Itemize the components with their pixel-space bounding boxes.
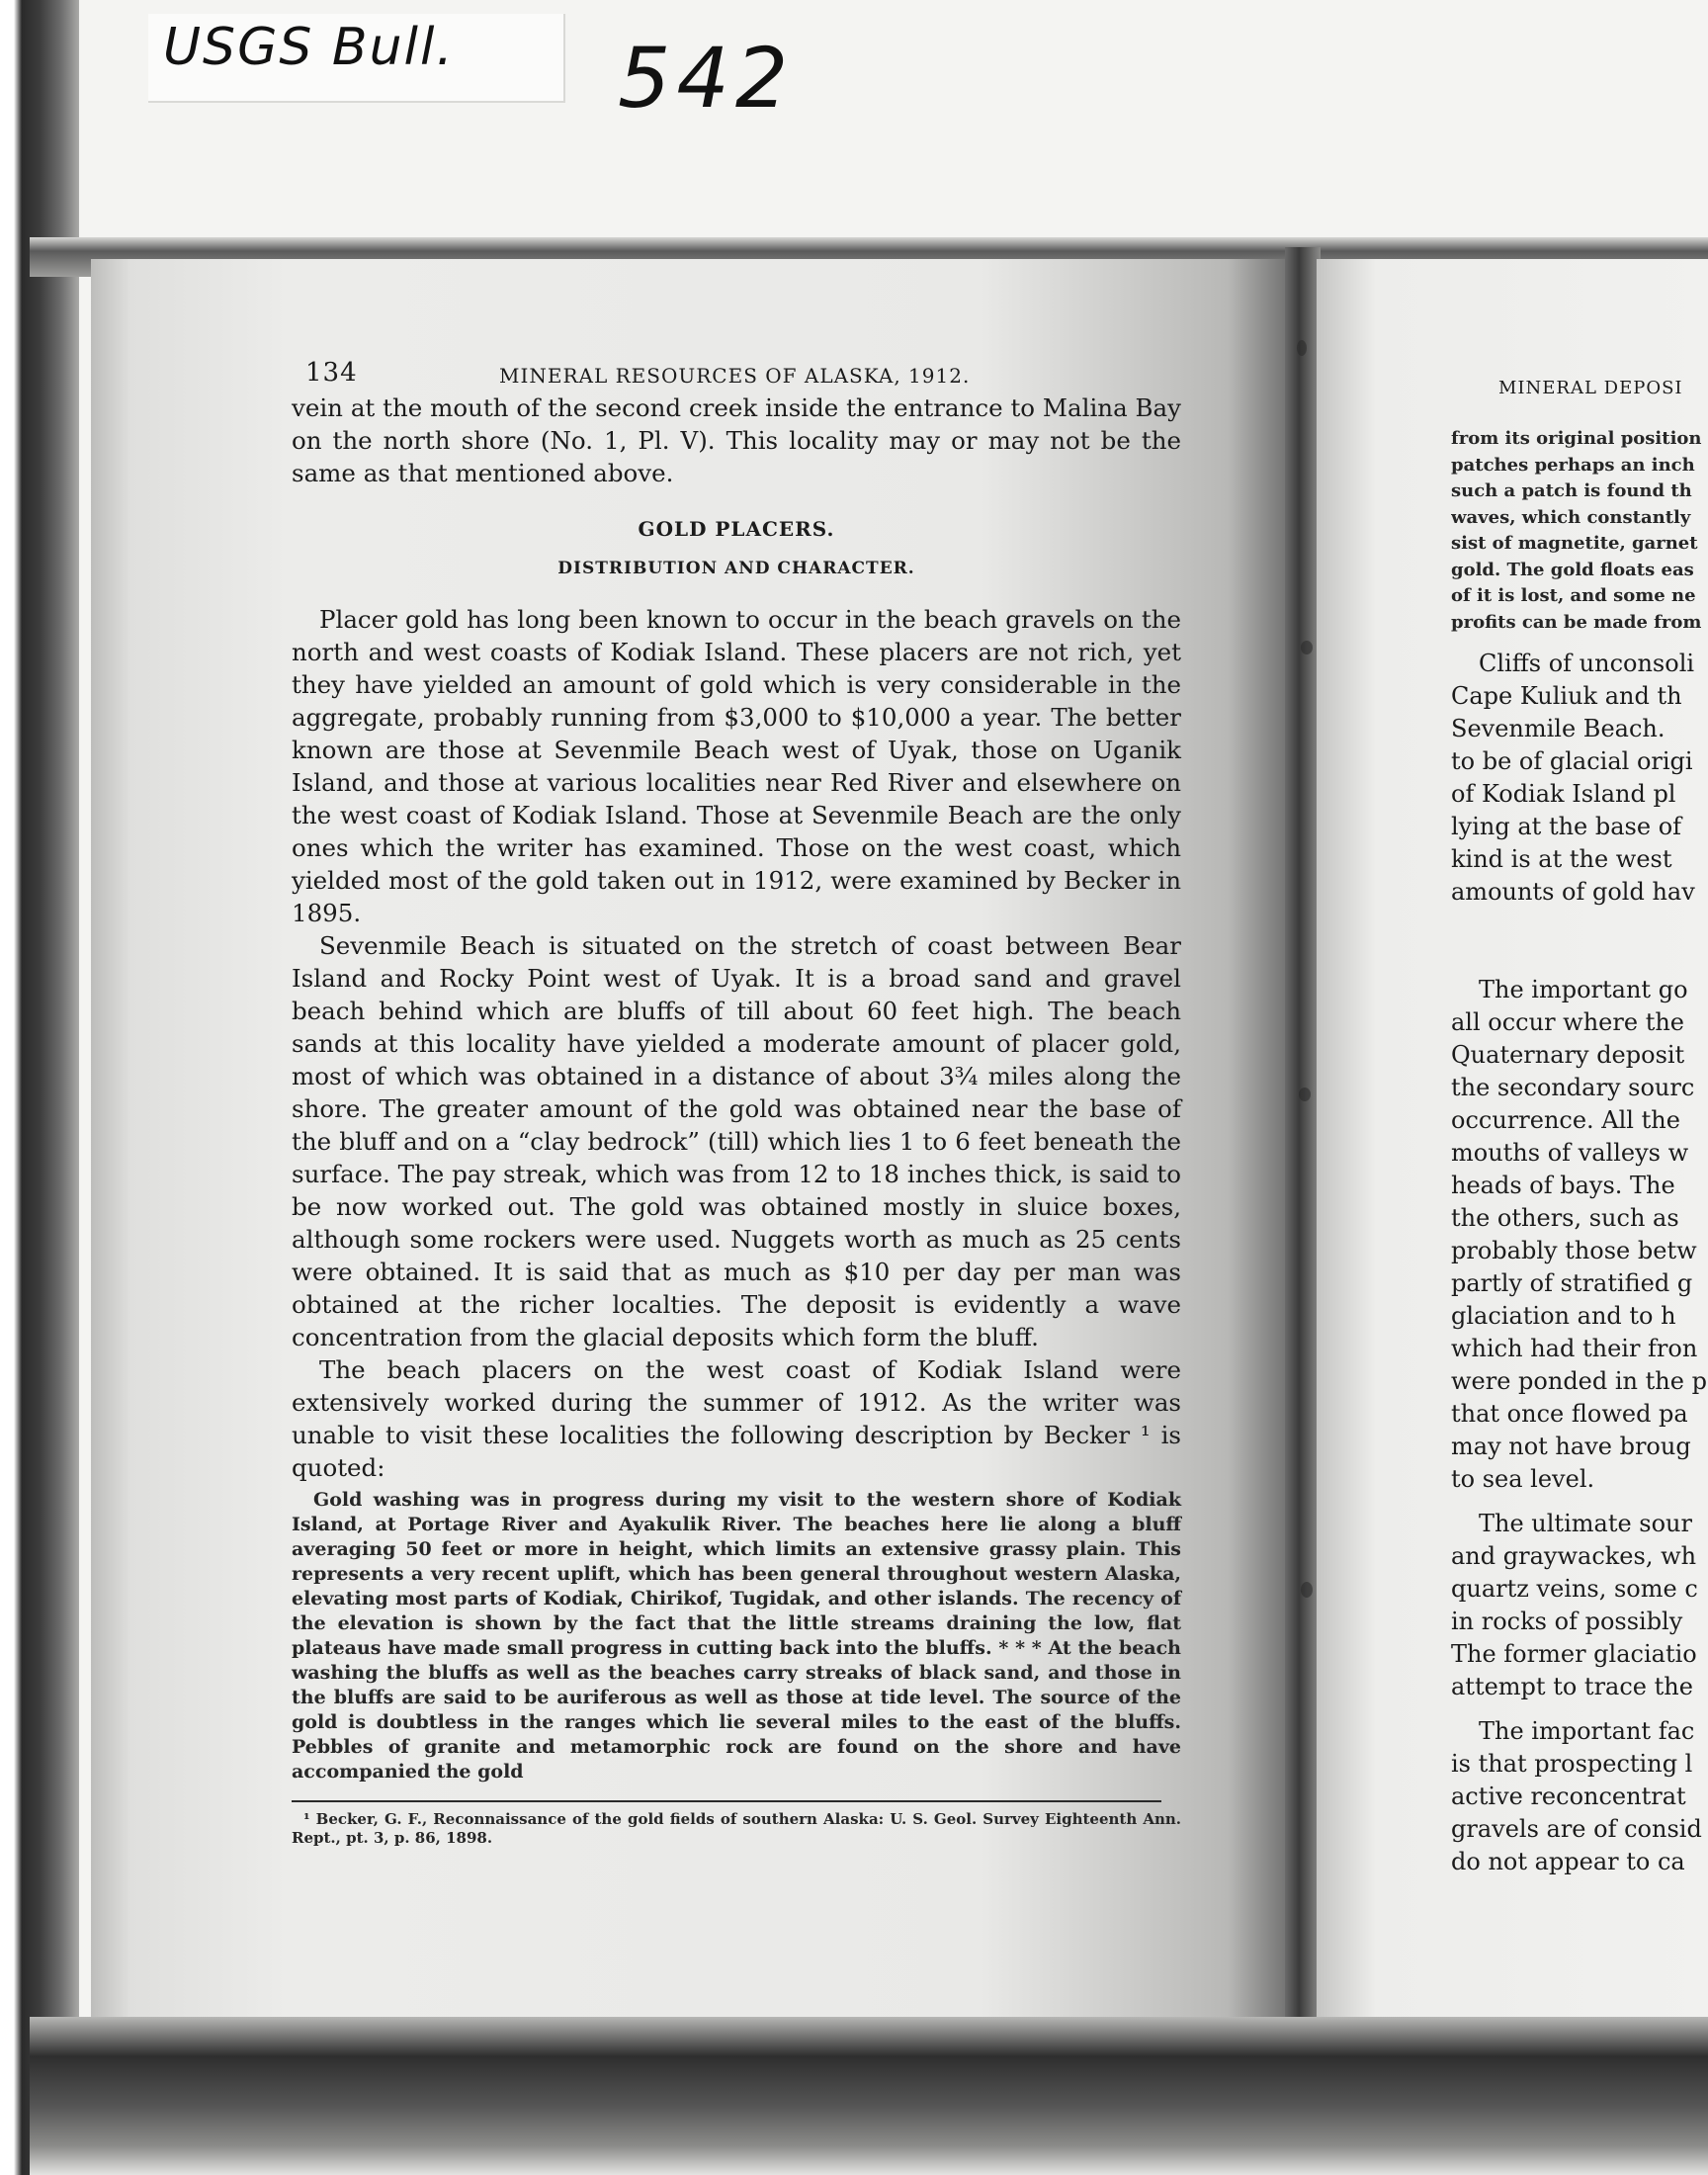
text-line: lying at the base of (1451, 813, 1682, 840)
text-line: heads of bays. The (1451, 1172, 1675, 1199)
binding-mark (1297, 340, 1307, 356)
right-body-block (1451, 1508, 1708, 1703)
text-line: do not appear to ca (1451, 1848, 1685, 1875)
text-line: glaciation and to h (1451, 1302, 1676, 1330)
paragraph: The beach placers on the west coast of Kodiak Island were extensively worked during the summer of 1912. As the writer was unable to visit these localities the following description by Becker ¹ is quoted: (292, 1355, 1181, 1482)
intro-paragraph: vein at the mouth of the second creek inside the entrance to Malina Bay on the north shore (No. 1, Pl. V). This locality may or may not be the same as that mentioned above. (292, 393, 1181, 487)
handwritten-title: USGS Bull. (163, 18, 455, 77)
text-line: sist of magnetite, garnet (1451, 533, 1698, 554)
page-number: 134 (305, 358, 358, 388)
paragraph: Placer gold has long been known to occur in the beach gravels on the north and west coasts of Kodiak Island. These placers are not rich, yet they have yielded an amount of gold which is very considerable in the aggregate, probably running from $3,000 to $10,000 a year. The better known are those at Sevenmile Beach west of Uyak, those on Uganik Island, and those at various localities near Red River and elsewhere on the west coast of Kodiak Island. Those at Sevenmile Beach are the only ones which the writer has examined. Those on the west coast, which yielded most of the gold taken out in 1912, were examined by Becker in 1895. (292, 605, 1181, 927)
running-title: MINERAL RESOURCES OF ALASKA, 1912. (499, 364, 971, 388)
text-line: that once flowed pa (1451, 1400, 1688, 1428)
text-line: from its original position (1451, 428, 1702, 449)
text-line: active reconcentrat (1451, 1783, 1686, 1810)
right-running-head: MINERAL DEPOSI (1498, 378, 1683, 398)
paragraph: Sevenmile Beach is situated on the stretch of coast between Bear Island and Rocky Point west of Uyak. It is a broad sand and gravel beach behind which are bluffs of till about 60 feet high. The beach sands at this locality have yielded a moderate amount of placer gold, most of which was obtained in a distance of about 3¾ miles along the shore. The greater amount of the gold was obtained near the base of the bluff and on a “clay bedrock” (till) which lies 1 to 6 feet beneath the surface. The pay streak, which was from 12 to 18 inches thick, is said to be now worked out. The gold was obtained mostly in sluice boxes, although some rockers were used. Nuggets worth as much as 25 cents were obtained. It is said that as much as $10 per day per man was obtained at the richer localties. The deposit is evidently a wave concentration from the glacial deposits which form the bluff. (292, 931, 1181, 1351)
text-line: Sevenmile Beach. (1451, 715, 1665, 742)
text-line: gravels are of consid (1451, 1815, 1702, 1843)
text-line: the others, such as (1451, 1204, 1679, 1232)
handwritten-number: 542 (618, 30, 795, 127)
binding-mark (1299, 1088, 1311, 1101)
text-line: of it is lost, and some ne (1451, 585, 1696, 606)
text-line: quartz veins, some c (1451, 1575, 1698, 1603)
right-body-block (1451, 974, 1708, 1496)
text-line: amounts of gold hav (1451, 878, 1695, 906)
text-line: profits can be made from (1451, 611, 1702, 633)
text-line: all occur where the (1451, 1008, 1684, 1036)
left-running-head (292, 352, 1181, 392)
text-line: patches perhaps an inch (1451, 454, 1695, 476)
text-line: attempt to trace the (1451, 1673, 1693, 1700)
block-quotation: Gold washing was in progress during my visit to the western shore of Kodiak Island, at Portage River and Ayakulik River. The beaches here lie along a bluff averaging 50 feet or more in height, which limits an extensive grassy plain. This represents a very recent uplift, which has been general throughout western Alaska, elevating most parts of Kodiak, Chirikof, Tugidak, and other islands. The recency of the elevation is shown by the fact that the little streams draining the low, flat plateaus have made small progress in cutting back into the bluffs. * * * At the beach washing the bluffs as well as the beaches carry streaks of black sand, and those in the bluffs are said to be auriferous as well as those at tide level. The source of the gold is doubtless in the ranges which lie several miles to the east of the bluffs. Pebbles of granite and metamorphic rock are found on the shore and have accompanied the gold (292, 1489, 1181, 1783)
text-line: to sea level. (1451, 1465, 1595, 1493)
text-line: and graywackes, wh (1451, 1542, 1697, 1570)
binding-mark (1301, 1582, 1313, 1598)
text-line: in rocks of possibly (1451, 1608, 1683, 1635)
book-bottom-edge (30, 2017, 1708, 2175)
text-line: Cliffs of unconsoli (1479, 650, 1695, 677)
text-line: Quaternary deposit (1451, 1041, 1685, 1069)
footnote: ¹ Becker, G. F., Reconnaissance of the gold fields of southern Alaska: U. S. Geol. Survey Eighteenth Ann. Rept., pt. 3, p. 86, 1898. (292, 1810, 1181, 1847)
text-line: probably those betw (1451, 1237, 1697, 1264)
text-line: gold. The gold floats eas (1451, 559, 1694, 580)
text-line: such a patch is found th (1451, 480, 1692, 501)
text-line: The former glaciatio (1451, 1640, 1697, 1668)
section-heading: GOLD PLACERS. (638, 517, 835, 541)
text-line: is that prospecting l (1451, 1750, 1693, 1778)
scan-left-edge (0, 0, 79, 2175)
text-line: kind is at the west (1451, 845, 1672, 873)
book-gutter (1285, 247, 1321, 2037)
text-line: which had their fron (1451, 1335, 1698, 1362)
right-body-block (1451, 648, 1708, 909)
footnote-rule (292, 1800, 1161, 1802)
text-line: waves, which constantly (1451, 506, 1691, 528)
text-line: to be of glacial origi (1451, 747, 1693, 775)
text-line: The ultimate sour (1479, 1510, 1692, 1537)
right-body-block (1451, 1715, 1708, 1878)
right-page-text (1451, 378, 1708, 1878)
text-line: of Kodiak Island pl (1451, 780, 1676, 808)
text-line: Cape Kuliuk and th (1451, 682, 1682, 710)
text-line: The important go (1479, 976, 1688, 1003)
text-line: the secondary sourc (1451, 1074, 1695, 1101)
left-page-text (292, 352, 1181, 1848)
text-line: partly of stratified g (1451, 1269, 1693, 1297)
text-line: may not have broug (1451, 1433, 1691, 1460)
subsection-heading: DISTRIBUTION AND CHARACTER. (557, 559, 915, 578)
text-line: The important fac (1479, 1717, 1695, 1745)
text-line: were ponded in the p (1451, 1367, 1707, 1395)
text-line: mouths of valleys w (1451, 1139, 1689, 1167)
binding-mark (1301, 641, 1313, 654)
right-quote-block (1451, 426, 1708, 636)
text-line: occurrence. All the (1451, 1106, 1680, 1134)
